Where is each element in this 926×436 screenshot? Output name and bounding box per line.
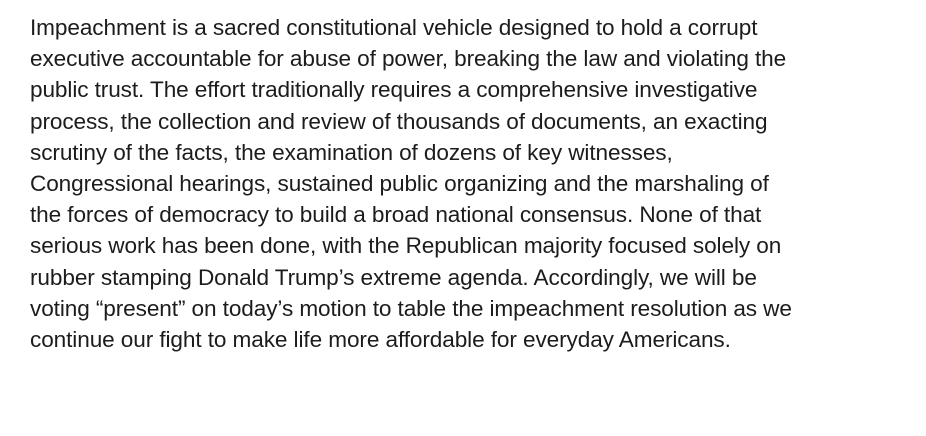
statement-paragraph: [30, 12, 910, 355]
statement-line: the forces of democracy to build a broad national consensus. None of that: [30, 202, 762, 228]
statement-line: process, the collection and review of thousands of documents, an exacting: [30, 108, 768, 134]
statement-line: public trust. The effort traditionally requires a comprehensive investigative: [30, 77, 758, 103]
statement-line: executive accountable for abuse of power, breaking the law and violating the: [30, 46, 787, 72]
statement-line: voting “present” on today’s motion to table the impeachment resolution as we: [30, 295, 792, 321]
statement-line: serious work has been done, with the Republican majority focused solely on: [30, 233, 782, 259]
statement-line: Impeachment is a sacred constitutional vehicle designed to hold a corrupt: [30, 15, 758, 40]
statement-line: Congressional hearings, sustained public organizing and the marshaling of: [30, 171, 769, 197]
statement-line: continue our fight to make life more affordable for everyday Americans.: [30, 327, 731, 353]
statement-line: scrutiny of the facts, the examination of dozens of key witnesses,: [30, 139, 673, 165]
statement-line: rubber stamping Donald Trump’s extreme agenda. Accordingly, we will be: [30, 264, 757, 290]
